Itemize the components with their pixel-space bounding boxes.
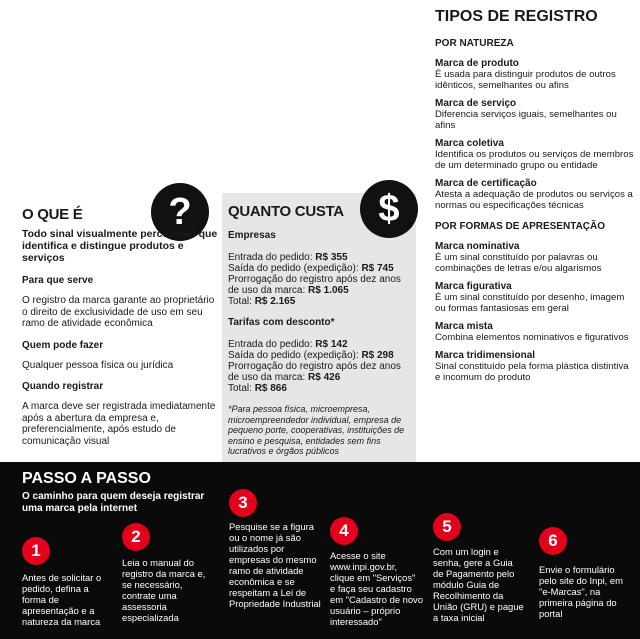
quem-pode-fazer-text: Qualquer pessoa física ou jurídica [22,359,174,371]
registro-type-item [435,241,635,274]
step-number-3: 3 [229,489,257,517]
step-number-2: 2 [122,523,150,551]
registro-type-label: Marca figurativa [435,281,512,292]
registro-type-item [435,138,635,171]
registro-type-text: Combina elementos nominativos e figurativos [435,332,629,343]
registro-type-text: Sinal constituído pela forma plástica distintiva e incomum do produto [435,361,629,383]
price-value: R$ 355 [315,252,348,263]
registro-type-item [435,321,635,343]
step-text-6: Envie o formulário pelo site do Inpi, em "e-Marcas", na primeira página do portal [539,564,623,619]
registro-type-text: É usada para distinguir produtos de outros idênticos, semelhantes ou afins [435,69,616,91]
dollar-sign-icon: $ [360,180,418,238]
oque-e-section [22,228,222,457]
step-number-5: 5 [433,513,461,541]
para-que-serve-label: Para que serve [22,275,94,286]
price-group-empresas [228,230,414,307]
registro-type-label: Marca de produto [435,58,519,69]
passo-a-passo-title: PASSO A PASSO [22,470,151,487]
price-line: Prorrogação do registro após dez anos de uso da marca: R$ 426 [228,361,401,383]
registro-type-item [435,281,635,314]
price-total: Total: R$ 2.165 [228,296,296,307]
tipos-de-registro-section [435,38,635,390]
price-group-label: Tarifas com desconto* [228,317,335,328]
price-line: Saída do pedido (expedição): R$ 745 [228,263,394,274]
registro-type-item [435,98,635,131]
tipos-de-registro-title: TIPOS DE REGISTRO [435,8,598,25]
price-total: Total: R$ 866 [228,383,287,394]
price-value: R$ 298 [361,350,394,361]
por-formas-label: POR FORMAS DE APRESENTAÇÃO [435,221,606,232]
price-value: R$ 866 [254,383,287,394]
price-line: Prorrogação do registro após dez anos de uso da marca: R$ 1.065 [228,274,401,296]
registro-type-item [435,350,635,383]
price-value: R$ 2.165 [254,296,296,307]
registro-type-text: É um sinal constituído por desenho, imagem ou formas fantasiosas em geral [435,292,625,314]
price-line: Entrada do pedido: R$ 142 [228,339,348,350]
passo-a-passo-subtitle: O caminho para quem deseja registrar uma marca pela internet [22,491,205,514]
step-text-3: Pesquise se a figura ou o nome já são utilizados por empresas do mesmo ramo de atividade econômica e se respeitam a Lei de Propriedade Industrial [229,521,321,609]
step-text-2: Leia o manual do registro da marca e, se necessário, contrate uma assessoria especializada [122,557,206,623]
registro-type-text: Diferencia serviços iguais, semelhantes ou afins [435,109,617,131]
quem-pode-fazer-label: Quem pode fazer [22,339,104,351]
price-group-desconto [228,317,414,394]
price-line: Saída do pedido (expedição): R$ 298 [228,350,394,361]
step-number-4: 4 [330,517,358,545]
registro-type-label: Marca nominativa [435,241,520,252]
discount-footnote: *Para pessoa física, microempresa, microempreendedor individual, empresa de pequeno porte, cooperativas, instituições de ensino e pesquisa, entidades sem fins lucrativos e órgãos públicos [228,404,405,456]
price-line: Entrada do pedido: R$ 355 [228,252,348,263]
price-value: R$ 426 [308,372,341,383]
price-value: R$ 1.065 [308,285,349,296]
price-value: R$ 745 [361,263,394,274]
price-group-label: Empresas [228,230,276,241]
registro-type-text: É um sinal constituído por palavras ou combinações de letras e/ou algarismos [435,252,602,274]
registro-type-label: Marca tridimensional [435,350,536,361]
por-natureza-label: POR NATUREZA [435,38,514,49]
registro-type-text: Identifica os produtos ou serviços de membros de um determinado grupo ou entidade [435,149,634,171]
quanto-custa-section [228,230,414,457]
oque-e-intro: Todo sinal visualmente perceptível que identifica e distingue produtos e serviços [22,228,218,264]
registro-type-text: Atesta a adequação de produtos ou serviços a normas ou especificações técnicas [435,189,633,211]
registro-type-label: Marca de certificação [435,178,537,189]
question-mark-icon: ? [151,183,209,241]
registro-type-label: Marca de serviço [435,98,517,109]
registro-type-item [435,178,635,211]
step-text-4: Acesse o site www.inpi.gov.br, clique em "Serviços" e faça seu cadastro em "Cadastro de novo usuário – próprio interessado" [330,550,423,627]
registro-type-label: Marca mista [435,321,493,332]
registro-type-item [435,58,635,91]
step-number-6: 6 [539,527,567,555]
oque-e-title: O QUE É [22,206,83,223]
quando-registrar-label: Quando registrar [22,381,104,392]
step-number-1: 1 [22,537,50,565]
step-text-5: Com um login e senha, gere a Guia de Pagamento pelo módulo Guia de Recolhimento da União (GRU) e pague a taxa inicial [433,546,524,623]
quando-registrar-text: A marca deve ser registrada imediatamente após a abertura da empresa e, preferencialmente, após estudo de comunicação visual [22,401,216,447]
price-value: R$ 142 [315,339,348,350]
quanto-custa-title: QUANTO CUSTA [228,203,344,220]
para-que-serve-text: O registro da marca garante ao proprietário o direito de exclusividade de uso em seu ramo de atividade econômica [22,295,215,329]
step-text-1: Antes de solicitar o pedido, defina a forma de apresentação e a natureza da marca [22,572,102,627]
registro-type-label: Marca coletiva [435,138,504,149]
